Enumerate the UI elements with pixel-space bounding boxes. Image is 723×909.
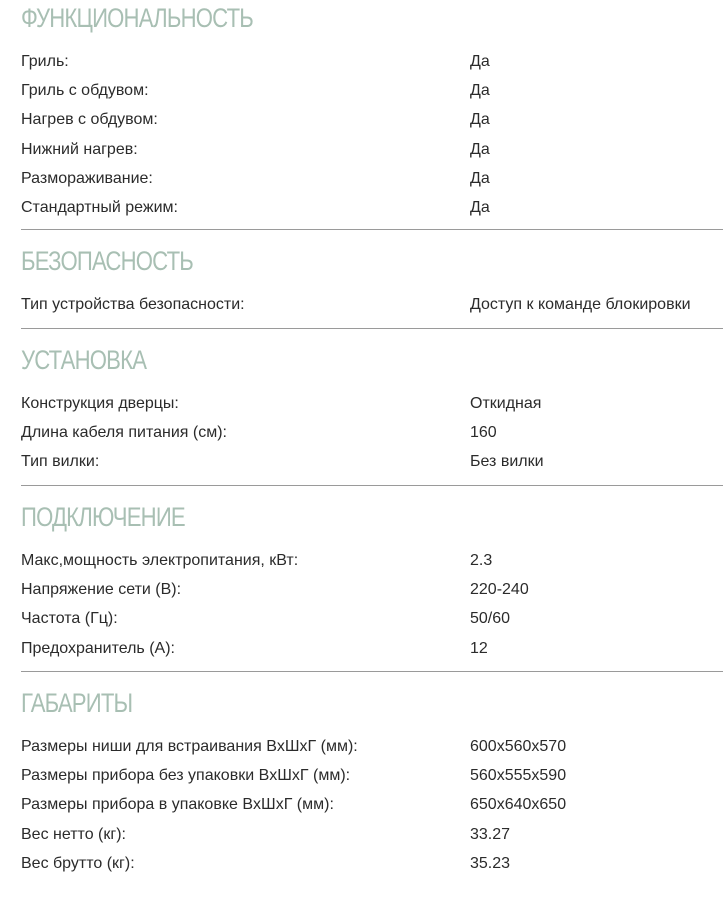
section-title: ПОДКЛЮЧЕНИЕ <box>21 502 185 532</box>
spec-row <box>21 761 566 790</box>
spec-label: Размеры прибора без упаковки ВxШxГ (мм): <box>21 767 351 785</box>
spec-value: 220-240 <box>470 581 529 599</box>
spec-row <box>21 790 566 819</box>
section-safety <box>21 244 691 319</box>
section-dimensions <box>21 686 566 878</box>
spec-row <box>21 105 490 134</box>
spec-row <box>21 849 566 878</box>
section-title: УСТАНОВКА <box>21 345 147 375</box>
spec-value: Без вилки <box>470 453 544 471</box>
section-divider <box>21 485 723 486</box>
spec-label: Предохранитель (А): <box>21 639 175 657</box>
spec-label: Тип устройства безопасности: <box>21 296 245 313</box>
section-title: ГАБАРИТЫ <box>21 688 133 718</box>
spec-row <box>21 418 544 447</box>
spec-label: Тип вилки: <box>21 453 100 471</box>
spec-value: Откидная <box>470 395 542 412</box>
spec-row <box>21 47 490 76</box>
spec-table <box>21 546 529 663</box>
spec-label: Длина кабеля питания (см): <box>21 424 227 442</box>
section-divider <box>21 229 723 230</box>
spec-value: 2.3 <box>470 552 493 569</box>
spec-label: Гриль: <box>21 53 69 70</box>
spec-value: Да <box>470 53 490 70</box>
spec-value: Да <box>470 111 490 129</box>
spec-value: 160 <box>470 424 497 442</box>
section-divider <box>21 671 723 672</box>
spec-value: Да <box>470 140 490 158</box>
spec-row <box>21 76 490 105</box>
spec-row <box>21 164 490 193</box>
spec-label: Напряжение сети (В): <box>21 581 182 599</box>
spec-row <box>21 820 566 849</box>
spec-value: 560x555x590 <box>470 767 567 785</box>
spec-row <box>21 447 544 476</box>
spec-value: Да <box>470 169 490 187</box>
spec-label: Стандартный режим: <box>21 198 178 216</box>
spec-label: Размеры ниши для встраивания ВxШxГ (мм): <box>21 738 358 755</box>
spec-value: 35.23 <box>470 854 511 872</box>
spec-value: 650x640x650 <box>470 796 567 814</box>
spec-row <box>21 135 490 164</box>
spec-label: Гриль с обдувом: <box>21 82 149 100</box>
spec-label: Нагрев с обдувом: <box>21 111 158 129</box>
spec-table <box>21 732 566 878</box>
spec-row <box>21 575 529 604</box>
spec-value: 50/60 <box>470 610 511 628</box>
spec-table <box>21 389 544 477</box>
spec-row <box>21 193 490 222</box>
spec-label: Размеры прибора в упаковке ВxШxГ (мм): <box>21 796 334 814</box>
spec-label: Вес брутто (кг): <box>21 854 135 872</box>
spec-row <box>21 546 529 575</box>
spec-table <box>21 47 490 222</box>
spec-value: Да <box>470 82 490 100</box>
section-functionality <box>21 1 490 222</box>
section-connection <box>21 500 529 663</box>
spec-value: Доступ к команде блокировки <box>470 296 691 313</box>
spec-label: Вес нетто (кг): <box>21 825 126 843</box>
spec-row <box>21 290 691 319</box>
spec-label: Макс,мощность электропитания, кВт: <box>21 552 299 569</box>
spec-row <box>21 732 566 761</box>
section-installation <box>21 343 544 477</box>
spec-label: Нижний нагрев: <box>21 140 138 158</box>
spec-label: Частота (Гц): <box>21 610 118 628</box>
spec-row <box>21 389 544 418</box>
spec-label: Размораживание: <box>21 169 153 187</box>
spec-value: Да <box>470 198 490 216</box>
spec-value: 600x560x570 <box>470 738 567 755</box>
section-title: ФУНКЦИОНАЛЬНОСТЬ <box>21 3 254 33</box>
section-title: БЕЗОПАСНОСТЬ <box>21 246 194 276</box>
spec-row <box>21 604 529 633</box>
spec-row <box>21 634 529 663</box>
spec-label: Конструкция дверцы: <box>21 395 179 412</box>
spec-value: 12 <box>470 639 488 657</box>
spec-table <box>21 290 691 319</box>
spec-value: 33.27 <box>470 825 511 843</box>
section-divider <box>21 328 723 329</box>
